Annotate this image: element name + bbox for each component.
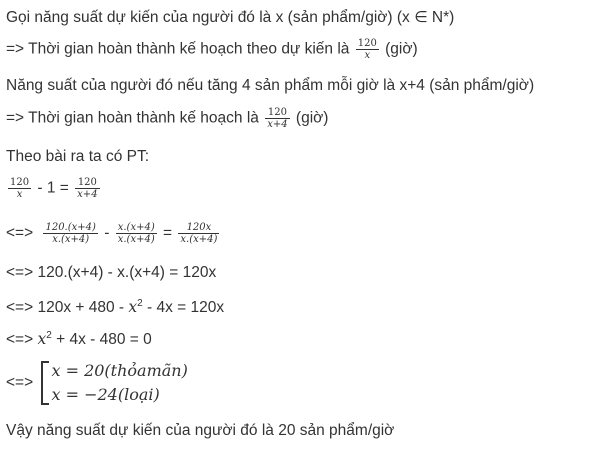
quadratic-prefix: <=> [6, 331, 38, 349]
planned-time-unit: (giờ) [385, 40, 418, 58]
fraction-numerator: 120.(x+4) [45, 222, 96, 233]
line-planned-time [6, 38, 418, 61]
fraction-numerator: x.(x+4) [117, 222, 155, 233]
actual-time-prefix: => Thời gian hoàn thành kế hoạch là [6, 109, 259, 127]
fraction-term-2 [116, 222, 157, 245]
fraction-term-3 [178, 222, 219, 245]
exponent: 2 [46, 330, 52, 341]
solution-row-accepted: x = 20(thỏamãn) [51, 360, 188, 380]
line-quadratic [6, 326, 152, 350]
solution-system [41, 359, 187, 407]
planned-time-prefix: => Thời gian hoàn thành kế hoạch theo dự kiến là [6, 40, 350, 58]
variable-x: x [128, 298, 138, 317]
fraction-denominator: x+4 [77, 189, 98, 200]
line-common-denominator [6, 222, 221, 245]
line-conclusion [6, 421, 394, 441]
line-actual-time [6, 107, 328, 130]
line-let-x [6, 8, 454, 28]
fraction-denominator: x.(x+4) [117, 234, 155, 245]
line-equation [6, 177, 102, 200]
solution-row-rejected: x = −24(loại) [51, 384, 160, 404]
variable-x: x [37, 330, 47, 349]
line-increased-rate [6, 76, 534, 96]
expand-step-text: <=> 120.(x+4) - x.(x+4) = 120x [6, 264, 217, 281]
simplify-pre: <=> 120x + 480 - [6, 299, 129, 317]
equation-middle: - 1 = [37, 179, 69, 197]
fraction-denominator: x+4 [267, 119, 288, 130]
actual-time-unit: (giờ) [295, 109, 329, 127]
equiv-symbol: <=> [6, 224, 34, 242]
line-simplify-step [6, 294, 224, 318]
equiv-symbol: <=> [6, 374, 34, 391]
conclusion-text: Vậy năng suất dự kiến của người đó là 20 sản phẩm/giờ [6, 422, 395, 439]
equals-sign: = [163, 224, 173, 242]
increased-rate-text: Năng suất của người đó nếu tăng 4 sản phẩm mỗi giờ là x+4 (sản phẩm/giờ) [6, 77, 535, 94]
fraction-lhs [8, 177, 31, 200]
fraction-numerator: 120x [178, 222, 219, 234]
fraction-rhs [75, 177, 99, 200]
fraction-numerator: 120 [265, 107, 289, 119]
fraction-numerator: 120 [357, 38, 377, 49]
fraction-120-over-x [356, 38, 379, 61]
system-bracket [41, 361, 49, 405]
fraction-120-over-x-plus-4 [265, 107, 289, 130]
line-solutions [6, 358, 188, 408]
let-x-text: Gọi năng suất dự kiến của người đó là x (sản phẩm/giờ) (x ∈ N*) [6, 9, 455, 26]
equation-intro-text: Theo bài ra ta có PT: [6, 148, 150, 165]
fraction-numerator: 120 [75, 177, 99, 189]
fraction-denominator: x.(x+4) [180, 234, 218, 245]
minus-sign: - [104, 224, 110, 242]
fraction-denominator: x.(x+4) [52, 234, 90, 245]
fraction-denominator: x [16, 189, 23, 200]
fraction-denominator: x [364, 50, 371, 61]
line-expand-step [6, 263, 216, 283]
simplify-post: - 4x = 120x [142, 299, 225, 317]
quadratic-post: + 4x - 480 = 0 [51, 331, 152, 349]
fraction-term-1 [43, 222, 97, 245]
exponent: 2 [137, 298, 143, 309]
line-equation-intro [6, 147, 149, 167]
fraction-numerator: 120 [10, 177, 30, 188]
